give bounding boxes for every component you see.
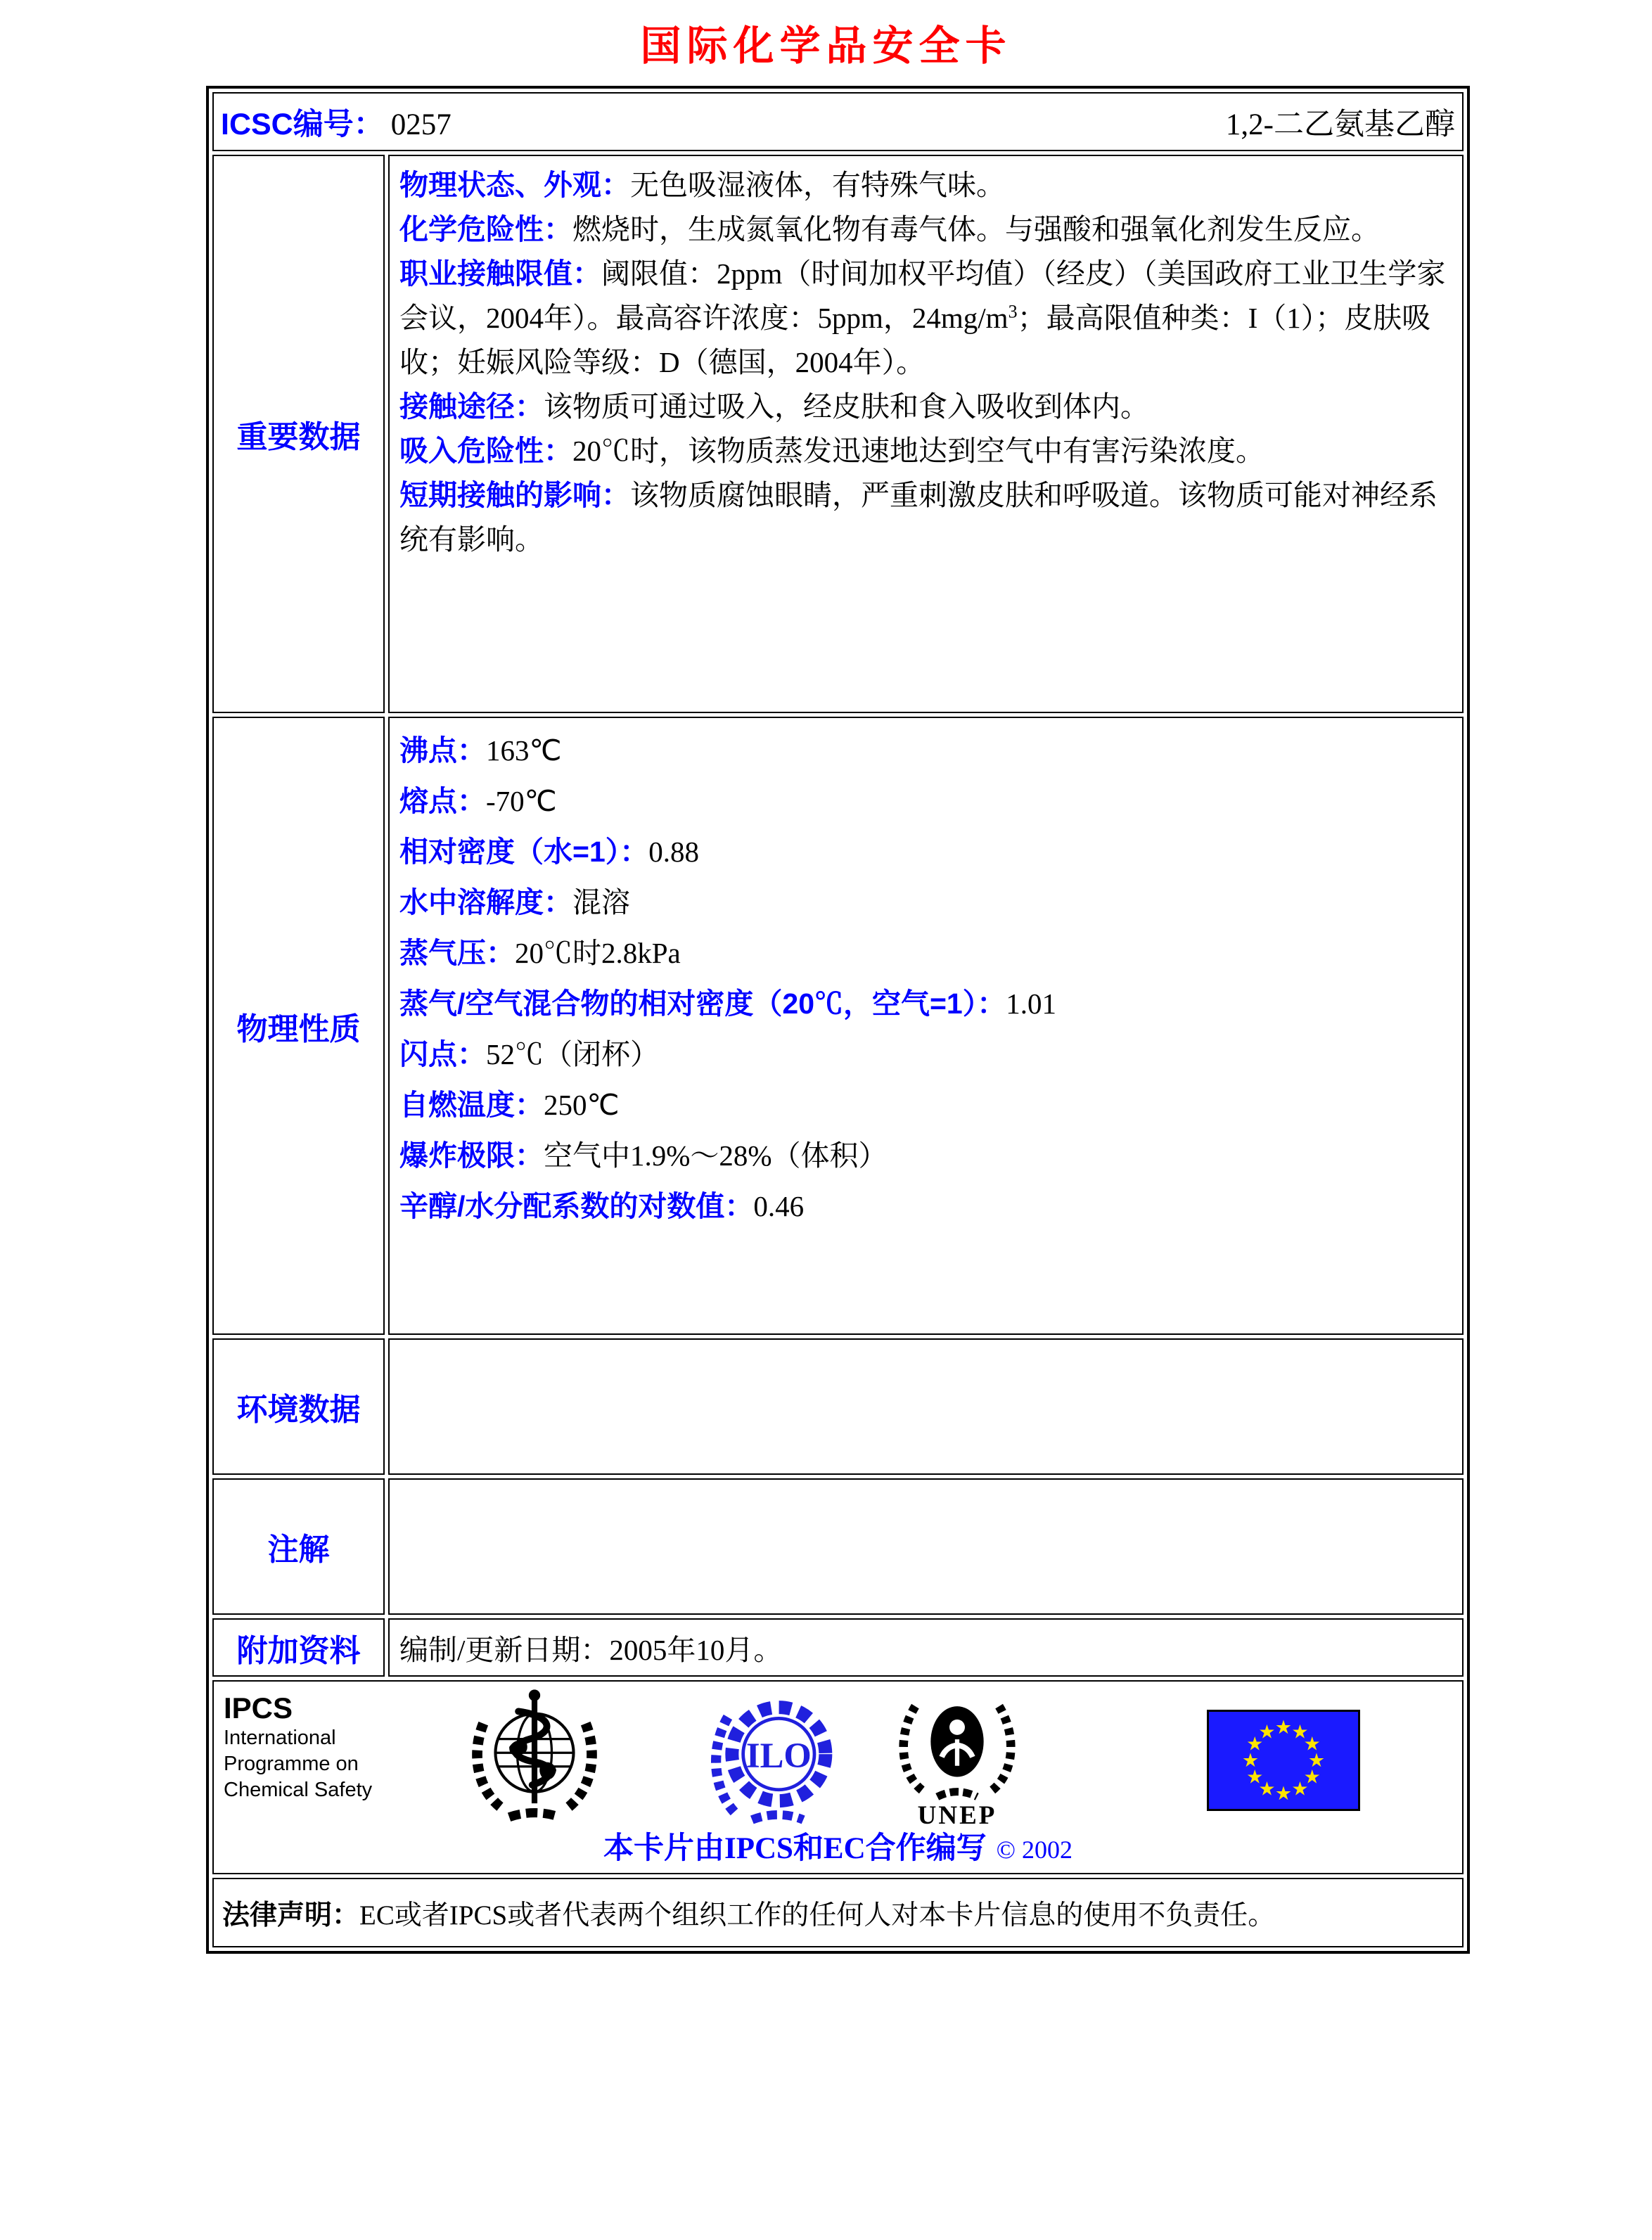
field-value: 20℃时2.8kPa <box>515 937 681 969</box>
field-value: 空气中1.9%～28%（体积） <box>544 1139 888 1172</box>
icsc-card-table <box>206 86 1470 1954</box>
additional-info-row <box>212 1618 1464 1677</box>
ipcs-logo-text <box>224 1691 372 1803</box>
unep-letters: UNEP <box>917 1801 997 1830</box>
field-boiling-point <box>399 725 1452 776</box>
header-row <box>212 92 1464 151</box>
field-value: 250℃ <box>544 1089 620 1121</box>
field-label: 物理状态、外观： <box>399 169 630 201</box>
field-octanol-water-partition <box>399 1181 1452 1231</box>
field-autoignition-temperature <box>399 1080 1452 1130</box>
additional-info-content: 编制/更新日期：2005年10月。 <box>388 1618 1464 1677</box>
unep-emblem-icon <box>890 1689 1024 1831</box>
field-value: 该物质可通过吸入，经皮肤和食入吸收到体内。 <box>544 390 1149 423</box>
field-flash-point <box>399 1029 1452 1080</box>
field-value: 该物质腐蚀眼睛，严重刺激皮肤和呼吸道。该物质可能对神经系统有影响。 <box>399 479 1438 556</box>
field-label: 吸入危险性： <box>399 435 572 467</box>
field-melting-point <box>399 776 1452 826</box>
page-title: 国际化学品安全卡 <box>640 23 1012 69</box>
field-label: 化学危险性： <box>399 213 572 245</box>
field-label: 爆炸极限： <box>399 1139 544 1172</box>
section-label-notes: 注解 <box>212 1478 385 1615</box>
field-label: 相对密度（水=1）： <box>399 836 649 868</box>
important-data-row <box>212 155 1464 713</box>
field-label: 职业接触限值： <box>399 257 601 290</box>
field-value: 163℃ <box>486 734 562 767</box>
credit-text: 本卡片由IPCS和EC合作编写 <box>603 1832 987 1865</box>
field-value: 1.01 <box>1006 987 1056 1020</box>
field-value: 无色吸湿液体，有特殊气味。 <box>630 169 1005 201</box>
physical-properties-row <box>212 717 1464 1335</box>
field-label: 蒸气压： <box>399 937 515 969</box>
important-data-content <box>388 155 1464 713</box>
section-label-physical-properties: 物理性质 <box>212 717 385 1335</box>
environmental-data-row <box>212 1338 1464 1475</box>
field-inhalation-risk <box>399 429 1452 473</box>
icsc-number-label: ICSC编号： <box>221 107 384 141</box>
field-value: 52℃（闭杯） <box>486 1038 659 1070</box>
ipcs-name-line: International <box>224 1727 336 1749</box>
logos-row <box>212 1680 1464 1874</box>
notes-row <box>212 1478 1464 1615</box>
credit-line <box>214 1824 1462 1867</box>
chemical-name: 1,2-二乙氨基乙醇 <box>1225 108 1455 141</box>
field-value: 0.88 <box>648 836 699 868</box>
legal-cell <box>212 1878 1464 1947</box>
legal-label: 法律声明： <box>222 1900 360 1931</box>
field-label: 熔点： <box>399 785 486 817</box>
notes-content <box>388 1478 1464 1615</box>
field-value: 混溶 <box>572 886 630 919</box>
field-label: 水中溶解度： <box>399 886 572 919</box>
field-label: 接触途径： <box>399 390 544 423</box>
field-label: 短期接触的影响： <box>399 479 630 511</box>
ipcs-name-line: Programme on <box>224 1753 359 1775</box>
ilo-emblem-icon <box>707 1687 841 1832</box>
copyright-text: © 2002 <box>996 1836 1073 1864</box>
field-relative-density <box>399 826 1452 877</box>
field-explosive-limits <box>399 1130 1452 1181</box>
eu-flag-icon: ★ ★ ★ ★ ★ ★ ★ ★ ★ ★ ★ ★ <box>1207 1710 1360 1811</box>
section-label-environmental-data: 环境数据 <box>212 1338 385 1475</box>
field-value: 0.46 <box>753 1190 805 1222</box>
field-water-solubility <box>399 877 1452 928</box>
field-label: 沸点： <box>399 734 486 767</box>
environmental-data-content <box>388 1338 1464 1475</box>
field-physical-state-appearance <box>399 163 1452 207</box>
field-label: 自燃温度： <box>399 1089 544 1121</box>
field-exposure-routes <box>399 385 1452 429</box>
field-occupational-exposure-limits <box>399 252 1452 385</box>
logos-cell <box>212 1680 1464 1874</box>
physical-properties-content <box>388 717 1464 1335</box>
field-vapor-air-density <box>399 978 1452 1029</box>
field-vapor-pressure <box>399 928 1452 978</box>
field-value: 阈限值：2ppm（时间加权平均值）（经皮）（美国政府工业卫生学家会议，2004年）。最高容许浓度：5ppm，24mg/m <box>399 257 1446 334</box>
field-label: 闪点： <box>399 1038 486 1070</box>
ilo-letters: ILO <box>745 1736 812 1776</box>
section-label-additional-info: 附加资料 <box>212 1618 385 1677</box>
icsc-number-value: 0257 <box>390 108 452 141</box>
field-label: 辛醇/水分配系数的对数值： <box>399 1190 754 1222</box>
field-label: 蒸气/空气混合物的相对密度（20℃，空气=1）： <box>399 987 1006 1020</box>
legal-row <box>212 1878 1464 1947</box>
header-cell <box>212 92 1464 151</box>
field-value: ；最高限值种类：I（1）；皮肤吸收；妊娠风险等级：D（德国，2004年）。 <box>399 302 1431 378</box>
ipcs-name-line: Chemical Safety <box>224 1779 373 1801</box>
field-short-term-effects <box>399 473 1452 562</box>
legal-text: EC或者IPCS或者代表两个组织工作的任何人对本卡片信息的使用不负责任。 <box>359 1900 1276 1931</box>
ipcs-acronym: IPCS <box>224 1691 293 1724</box>
superscript: 3 <box>1008 301 1018 322</box>
who-emblem-icon <box>466 1687 603 1832</box>
icsc-number-group <box>221 101 452 143</box>
field-value: -70℃ <box>486 785 557 817</box>
section-label-important-data: 重要数据 <box>212 155 385 713</box>
field-value: 燃烧时，生成氮氧化物有毒气体。与强酸和强氧化剂发生反应。 <box>572 213 1380 245</box>
field-value: 20℃时，该物质蒸发迅速地达到空气中有害污染浓度。 <box>572 435 1264 467</box>
field-chemical-danger <box>399 207 1452 252</box>
